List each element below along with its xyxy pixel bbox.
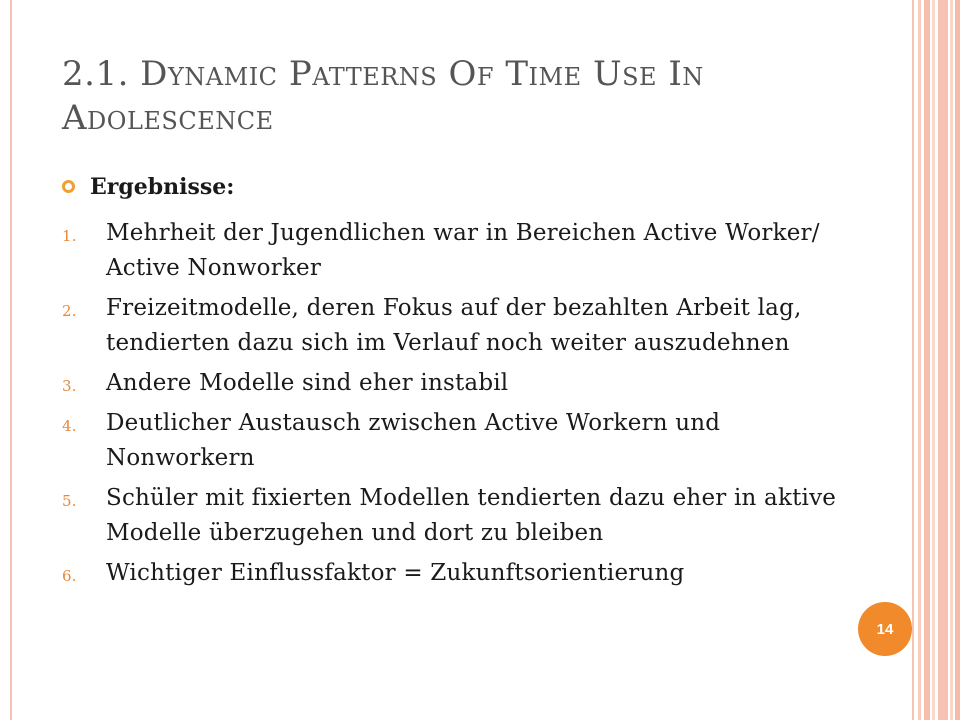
- list-item-text: Freizeitmodelle, deren Fokus auf der bezahlten Arbeit lag, tendierten dazu sich im Verlauf noch weiter auszudehnen: [106, 295, 802, 356]
- slide-title: 2.1. Dynamic Patterns Of Time Use In Adolescence: [62, 54, 704, 138]
- stripe: [950, 0, 953, 720]
- list-item-number: 5.: [62, 492, 77, 510]
- list-item: [62, 366, 842, 401]
- stripe: [924, 0, 930, 720]
- results-heading: Ergebnisse:: [90, 174, 235, 200]
- results-heading-row: [62, 172, 842, 206]
- stripe: [932, 0, 935, 720]
- list-item-number: 2.: [62, 302, 77, 320]
- list-item-number: 4.: [62, 417, 77, 435]
- stripe: [955, 0, 960, 720]
- results-list: [62, 216, 842, 591]
- list-item: [62, 291, 842, 361]
- list-item-number: 1.: [62, 227, 77, 245]
- list-item: [62, 556, 842, 591]
- list-item-text: Schüler mit fixierten Modellen tendierten dazu eher in aktive Modelle überzugehen und dort zu bleiben: [106, 485, 837, 546]
- ring-bullet-icon: [62, 180, 75, 193]
- list-item-number: 6.: [62, 567, 77, 585]
- decorative-stripes: [916, 0, 960, 720]
- list-item-number: 3.: [62, 377, 77, 395]
- list-item-text: Mehrheit der Jugendlichen war in Bereichen Active Worker/ Active Nonworker: [106, 220, 820, 281]
- stripe: [918, 0, 921, 720]
- list-item-text: Deutlicher Austausch zwischen Active Workern und Nonworkern: [106, 410, 721, 471]
- page-number-badge: 14: [858, 602, 912, 656]
- stripe: [938, 0, 948, 720]
- list-item: [62, 406, 842, 476]
- list-item: [62, 481, 842, 551]
- slide-content: [62, 172, 842, 596]
- list-item: [62, 216, 842, 286]
- list-item-text: Andere Modelle sind eher instabil: [106, 370, 509, 396]
- list-item-text: Wichtiger Einflussfaktor = Zukunftsorientierung: [106, 560, 685, 586]
